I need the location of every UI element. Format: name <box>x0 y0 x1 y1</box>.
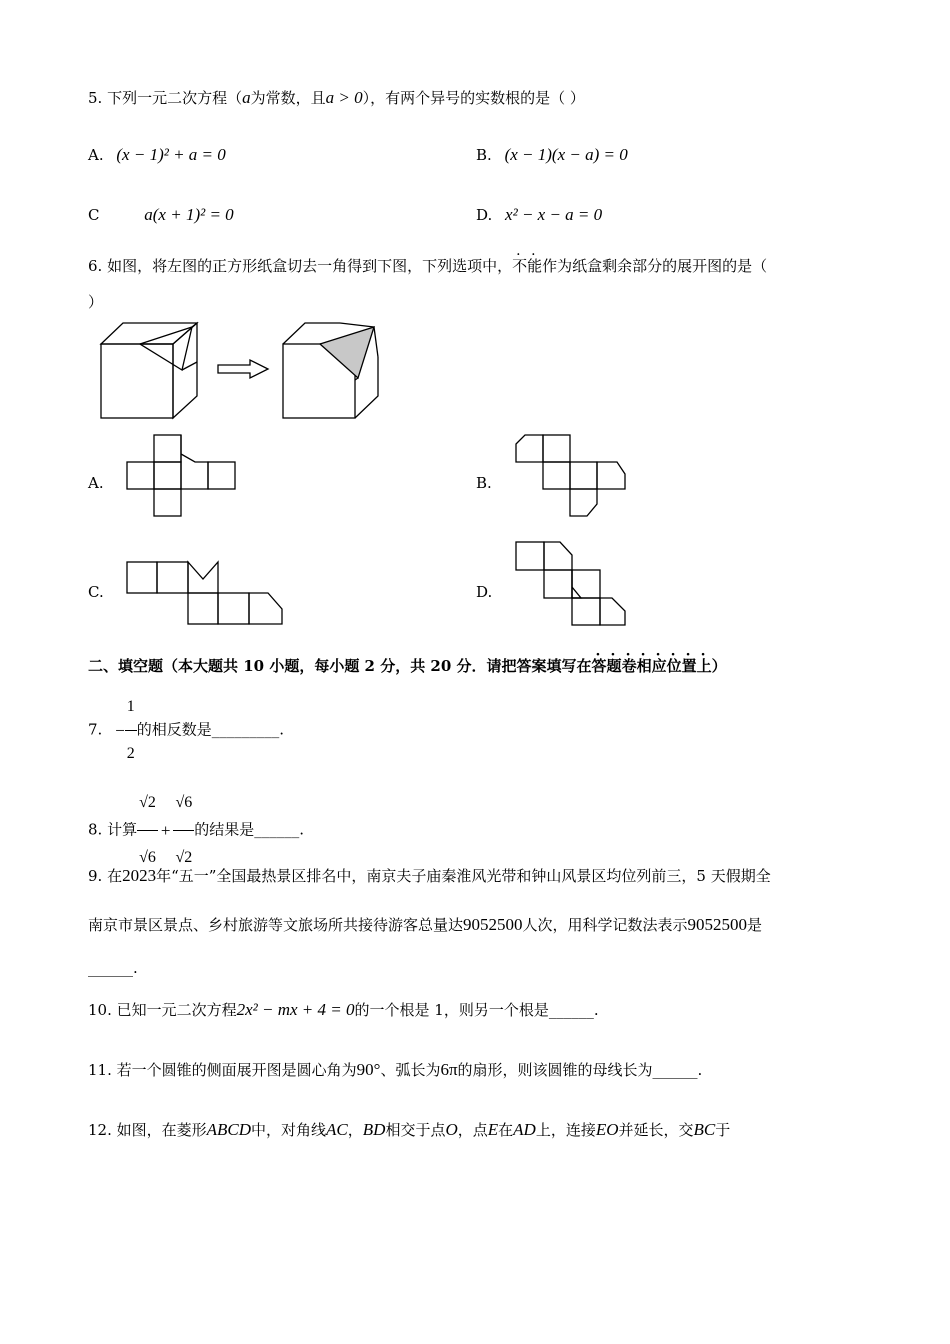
q6-option-d-label[interactable]: D. <box>476 583 493 601</box>
q5-option-c: C a(x + 1)² = 0 <box>88 205 234 224</box>
q6-stem-close: ） <box>88 293 104 311</box>
q6-option-b-label[interactable]: B. <box>476 474 492 492</box>
q9-line-3: ______. <box>88 959 138 977</box>
q10: 10. 已知一元二次方程2x² − mx + 4 = 0的一个根是 1，则另一个根是______. <box>88 1000 599 1019</box>
q11: 11. 若一个圆锥的侧面展开图是圆心角为90°、弧长为6π的扇形，则该圆锥的母线长为______. <box>88 1060 703 1079</box>
q7: 7. − $\frac{1}{2}$ 的相反数是_________. <box>88 684 284 777</box>
net-option-c[interactable] <box>126 561 286 627</box>
q9-line-2: 南京市景区景点、乡村旅游等文旅场所共接待游客总量达9052500人次，用科学记数法表示9052500是 <box>88 915 763 934</box>
net-option-b[interactable] <box>515 434 627 518</box>
q6-option-a-label[interactable]: A. <box>88 474 104 492</box>
cube-figure <box>100 322 390 420</box>
cut-face-shaded <box>320 327 374 378</box>
cube-side-face <box>173 323 197 418</box>
q9-line-1: 9. 在2023年“五一”全国最热景区排名中，南京夫子庙秦淮风光带和钟山风景区均位列前三，5 天假期全 <box>88 866 771 885</box>
fraction: $\frac{1}{2}$ <box>125 684 137 777</box>
net-option-d[interactable] <box>515 541 627 627</box>
q5-stem: 5. 下列一元二次方程（a为常数，且a > 0），有两个异号的实数根的是（ ） <box>88 88 585 107</box>
q6-option-c-label[interactable]: C. <box>88 583 104 601</box>
net-option-a[interactable] <box>126 434 238 518</box>
q6-stem: 6. 如图，将左图的正方形纸盒切去一角得到下图，下列选项中，不能作为纸盒剩余部分的展开图的是（ <box>88 257 768 275</box>
section-2-title: 二、填空题（本大题共 10 小题，每小题 2 分，共 20 分．请把答案填写在答题卷相应位置上） <box>88 657 727 675</box>
q5-option-a: A. (x − 1)² + a = 0 <box>88 145 226 164</box>
q12: 12. 如图，在菱形ABCD中，对角线AC，BD相交于点O，点E在AD上，连接EO并延长，交BC于 <box>88 1120 731 1139</box>
arrow-right-icon <box>218 360 268 378</box>
q8: 8. 计算 $\frac{√2}{√6}$ + $\frac{√6}{√2}$ 的结果是______. <box>88 776 304 885</box>
q5-option-b: B. (x − 1)(x − a) = 0 <box>476 145 628 164</box>
q5-option-d: D. x² − x − a = 0 <box>476 205 603 224</box>
cube-front-face <box>101 344 173 418</box>
